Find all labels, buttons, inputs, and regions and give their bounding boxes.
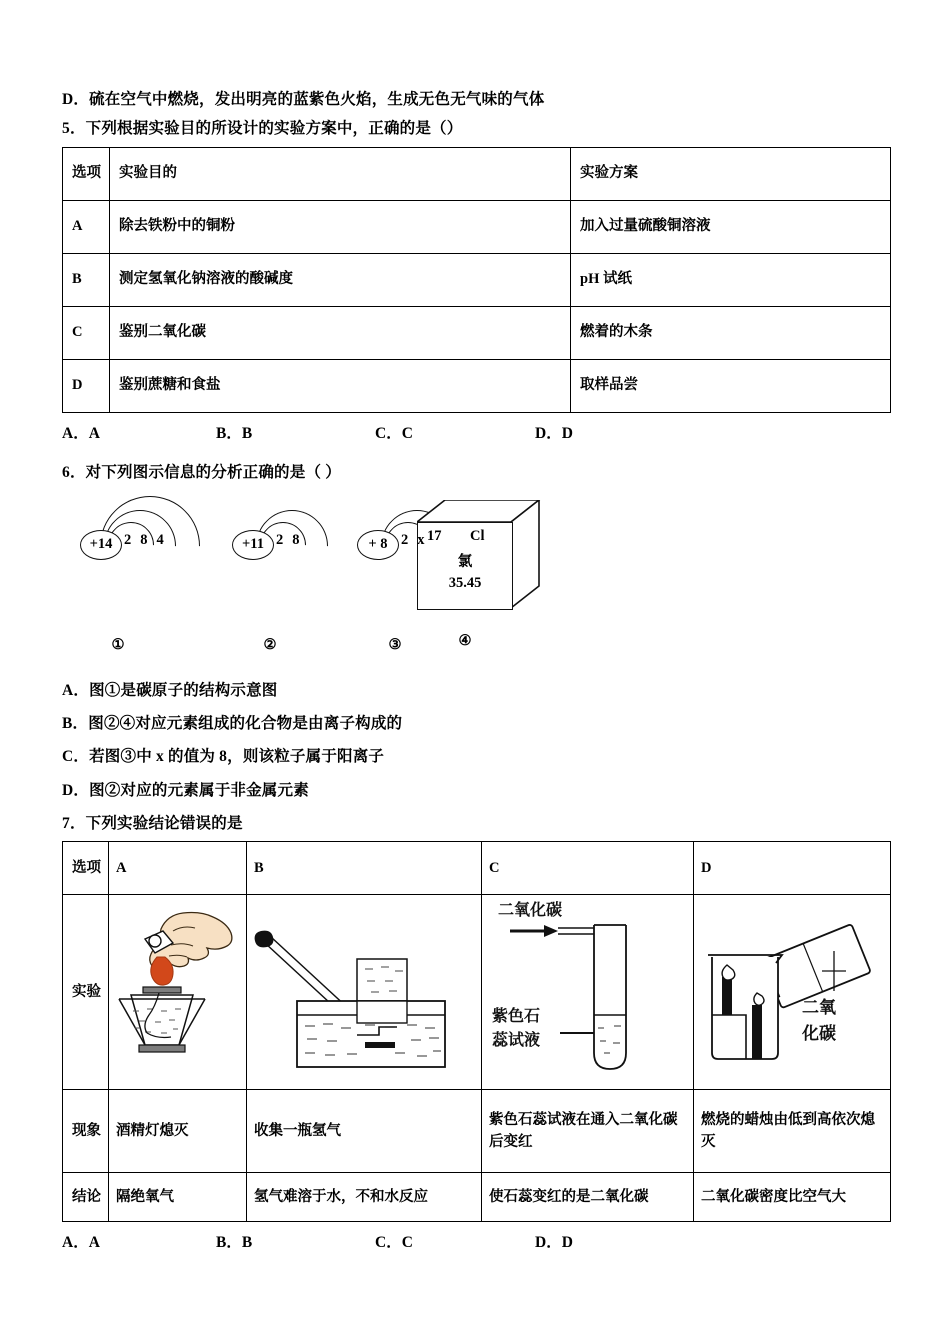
conclusion-b: 氢气难溶于水，不和水反应 <box>247 1173 482 1222</box>
electron-counts <box>276 532 300 549</box>
co2-into-litmus-test-tube-icon <box>482 895 694 1089</box>
co2-poured-over-candles-icon <box>694 895 891 1089</box>
phenomenon-b: 收集一瓶氢气 <box>247 1090 482 1173</box>
question-6-option-a[interactable]: A．图①是碳原子的结构示意图 <box>62 681 278 699</box>
answer-option-b[interactable]: B．B <box>216 424 253 442</box>
table-row-conclusions <box>63 1173 891 1222</box>
cell-option: A <box>63 200 110 253</box>
cell-purpose: 测定氢氧化钠溶液的酸碱度 <box>110 253 571 306</box>
electron-counts <box>401 532 425 549</box>
litmus-label-line2: 蕊试液 <box>492 1032 541 1049</box>
atomic-mass: 35.45 <box>448 574 482 591</box>
question-6-stem: 6．对下列图示信息的分析正确的是（ ） <box>62 463 341 481</box>
th-plan: 实验方案 <box>571 147 891 200</box>
answer-option-c[interactable]: C．C <box>375 424 413 442</box>
cell-plan: 取样品尝 <box>571 359 891 412</box>
shell-count-1: 2 <box>276 531 284 548</box>
cell-plan: 加入过量硫酸铜溶液 <box>571 200 891 253</box>
nucleus-charge-label: + 8 <box>357 530 399 560</box>
row-label-phenomenon: 现象 <box>63 1090 109 1173</box>
litmus-label-line1: 紫色石 <box>492 1008 541 1025</box>
experiment-cell-a <box>109 895 247 1090</box>
phenomenon-c: 紫色石蕊试液在通入二氧化碳后变红 <box>482 1090 694 1173</box>
table-row <box>63 253 891 306</box>
question-5-stem: 5．下列根据实验目的所设计的实验方案中，正确的是（） <box>62 120 463 138</box>
col-header-b: B <box>247 842 482 895</box>
shell-count-3: 4 <box>156 531 164 548</box>
shell-count-1: 2 <box>124 531 132 548</box>
shell-count-2: 8 <box>140 531 148 548</box>
conclusion-c: 使石蕊变红的是二氧化碳 <box>482 1173 694 1222</box>
cell-purpose: 鉴别蔗糖和食盐 <box>110 359 571 412</box>
question-6-figures <box>62 496 890 661</box>
col-header-c: C <box>482 842 694 895</box>
th-option: 选项 <box>63 147 110 200</box>
question-7-table <box>62 841 891 1222</box>
experiment-cell-b <box>247 895 482 1090</box>
answer-option-c[interactable]: C．C <box>375 1234 413 1251</box>
question-5-table <box>62 147 891 413</box>
answer-option-d[interactable]: D．D <box>535 1234 573 1251</box>
element-chinese-name: 氯 <box>457 553 473 570</box>
table-header-row <box>63 842 891 895</box>
question-6-option-b[interactable]: B．图②④对应元素组成的化合物是由离子构成的 <box>62 715 403 732</box>
table-header-row <box>63 147 891 200</box>
th-purpose: 实验目的 <box>110 147 571 200</box>
co2-label-line2: 化碳 <box>802 1024 836 1043</box>
figure-label-4: ④ <box>458 632 472 649</box>
conclusion-d: 二氧化碳密度比空气大 <box>694 1173 891 1222</box>
co2-label-line1: 二氧 <box>802 998 836 1017</box>
nucleus-charge-label: +14 <box>80 530 122 560</box>
question-7-stem: 7．下列实验结论错误的是 <box>62 814 243 832</box>
page-content <box>62 88 890 1270</box>
cell-option: D <box>63 359 110 412</box>
shell-count-2: 8 <box>292 531 300 548</box>
water-displacement-collection-icon <box>247 895 482 1089</box>
answer-option-a[interactable]: A．A <box>62 424 100 442</box>
shell-count-unknown: x <box>417 531 425 548</box>
figure-label-1: ① <box>111 636 125 653</box>
answer-option-a[interactable]: A．A <box>62 1234 100 1251</box>
question-5-answers <box>62 421 890 447</box>
table-row <box>63 306 891 359</box>
electron-counts <box>124 532 164 549</box>
phenomenon-d: 燃烧的蜡烛由低到高依次熄灭 <box>694 1090 891 1173</box>
col-header-d: D <box>694 842 891 895</box>
co2-inlet-label: 二氧化碳 <box>498 902 563 919</box>
shell-count-1: 2 <box>401 531 409 548</box>
conclusion-a: 隔绝氧气 <box>109 1173 247 1222</box>
question-7-answers <box>62 1230 890 1256</box>
cell-purpose: 除去铁粉中的铜粉 <box>110 200 571 253</box>
answer-option-d[interactable]: D．D <box>535 424 573 442</box>
element-symbol: Cl <box>470 527 485 544</box>
cell-option: C <box>63 306 110 359</box>
table-row <box>63 359 891 412</box>
figure-label-2: ② <box>263 636 277 653</box>
cell-purpose: 鉴别二氧化碳 <box>110 306 571 359</box>
question-6-option-c[interactable]: C．若图③中 x 的值为 8，则该粒子属于阳离子 <box>62 748 385 766</box>
nucleus-charge-label: +11 <box>232 530 274 560</box>
element-box-face <box>417 522 513 610</box>
experiment-cell-d <box>694 895 891 1090</box>
row-label-experiment: 实验 <box>63 895 109 1090</box>
question-6-option-d[interactable]: D．图②对应的元素属于非金属元素 <box>62 781 309 799</box>
question-4-option-d: D．硫在空气中燃烧，发出明亮的蓝紫色火焰，生成无色无气味的气体 <box>62 91 545 108</box>
cell-option: B <box>63 253 110 306</box>
experiment-cell-c <box>482 895 694 1090</box>
cell-plan: pH 试纸 <box>571 253 891 306</box>
table-row-phenomena <box>63 1090 891 1173</box>
phenomenon-a: 酒精灯熄灭 <box>109 1090 247 1173</box>
atomic-number: 17 <box>427 527 442 544</box>
table-row <box>63 200 891 253</box>
row-label-conclusion: 结论 <box>63 1173 109 1222</box>
cell-plan: 燃着的木条 <box>571 306 891 359</box>
row-label-option: 选项 <box>63 842 109 895</box>
answer-option-b[interactable]: B．B <box>216 1234 253 1251</box>
figure-label-3: ③ <box>388 636 402 653</box>
table-row-experiment <box>63 895 891 1090</box>
alcohol-lamp-cap-icon <box>109 895 247 1089</box>
col-header-a: A <box>109 842 247 895</box>
